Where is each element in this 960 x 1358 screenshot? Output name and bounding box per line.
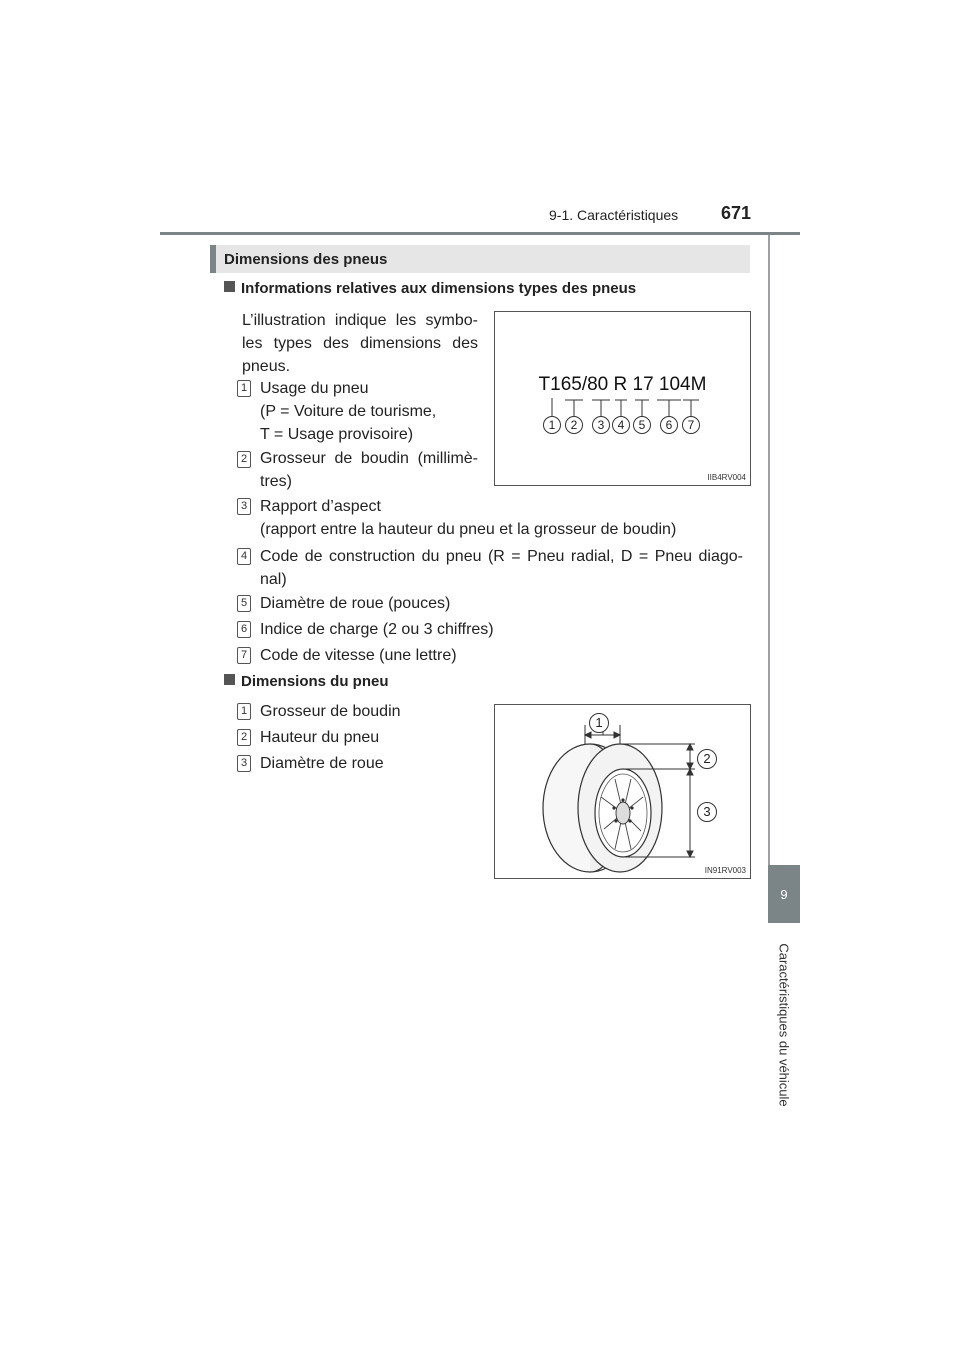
chapter-tab-label-text: Caractéristiques du véhicule: [776, 943, 792, 1107]
tire-dimensions-figure: [494, 704, 751, 879]
subheading-1-text: Informations relatives aux dimensions types des pneus: [241, 280, 637, 297]
tire-code-figure: [494, 311, 751, 486]
item-number-badge: 6: [237, 621, 251, 638]
list-item: [260, 545, 743, 591]
chapter-tab: [768, 865, 800, 923]
list-item-line: (P = Voiture de tourisme,: [260, 403, 437, 420]
intro-line: L’illustration indique les symbo-: [242, 312, 478, 329]
section-heading-text: Dimensions des pneus: [224, 251, 388, 268]
item-number-badge: 1: [237, 703, 251, 720]
list-item: Diamètre de roue: [260, 755, 384, 772]
callout-badge: 1: [543, 416, 561, 434]
callout-badge: 3: [592, 416, 610, 434]
item-number-badge: 7: [237, 647, 251, 664]
list-item: [260, 377, 436, 446]
item-number-badge: 2: [237, 729, 251, 746]
chapter-tab-number: 9: [780, 886, 788, 902]
list-item: Code de vitesse (une lettre): [260, 647, 457, 664]
figure-id: IIB4RV004: [707, 473, 746, 482]
item-number-badge: 5: [237, 595, 251, 612]
running-header-section: 9-1. Caractéristiques: [549, 207, 679, 223]
item-number-badge: 3: [237, 498, 251, 515]
list-item: Grosseur de boudin: [260, 703, 401, 720]
list-item-line: (rapport entre la hauteur du pneu et la grosseur de boudin): [260, 521, 677, 538]
item-number-badge: 2: [237, 451, 251, 468]
callout-badge: 6: [660, 416, 678, 434]
list-item-line: Grosseur de boudin (millimè-: [260, 450, 478, 467]
tire-wheel-illustration: [495, 705, 750, 878]
callout-badge: 2: [697, 749, 717, 769]
list-item: Hauteur du pneu: [260, 729, 380, 746]
list-item: Diamètre de roue (pouces): [260, 595, 451, 612]
intro-line: pneus.: [242, 358, 291, 375]
list-item-line: Usage du pneu: [260, 380, 369, 397]
subheading-2-text: Dimensions du pneu: [241, 673, 389, 690]
list-item-line: Code de construction du pneu (R = Pneu radial, D = Pneu diago-: [260, 548, 743, 565]
tire-code-callout-lines: [495, 312, 750, 485]
callout-badge: 4: [612, 416, 630, 434]
list-item-line: tres): [260, 473, 292, 490]
header-rule: [160, 232, 800, 235]
subheading-1: [224, 280, 636, 297]
page-number: 671: [721, 203, 752, 223]
square-bullet-icon: [224, 281, 235, 292]
callout-badge: 7: [682, 416, 700, 434]
list-item-line: nal): [260, 571, 287, 588]
tire-code-text: T165/80 R 17 104M: [538, 374, 707, 395]
section-heading-bar: [210, 245, 216, 273]
list-item: [260, 447, 478, 493]
callout-badge: 3: [697, 802, 717, 822]
list-item-line: Rapport d’aspect: [260, 498, 381, 515]
side-rule: [768, 235, 770, 865]
section-heading: [210, 245, 750, 273]
subheading-2: [224, 673, 389, 690]
item-number-badge: 1: [237, 380, 251, 397]
list-item: Indice de charge (2 ou 3 chiffres): [260, 621, 494, 638]
figure-id: IN91RV003: [704, 866, 746, 875]
list-item: [260, 495, 676, 541]
item-number-badge: 4: [237, 548, 251, 565]
list-item-line: T = Usage provisoire): [260, 426, 414, 443]
intro-line: les types des dimensions des: [242, 335, 478, 352]
item-number-badge: 3: [237, 755, 251, 772]
callout-badge: 1: [589, 713, 609, 733]
chapter-tab-label: [764, 932, 804, 1118]
callout-badge: 5: [633, 416, 651, 434]
intro-paragraph: [242, 309, 478, 378]
callout-badge: 2: [565, 416, 583, 434]
square-bullet-icon: [224, 674, 235, 685]
